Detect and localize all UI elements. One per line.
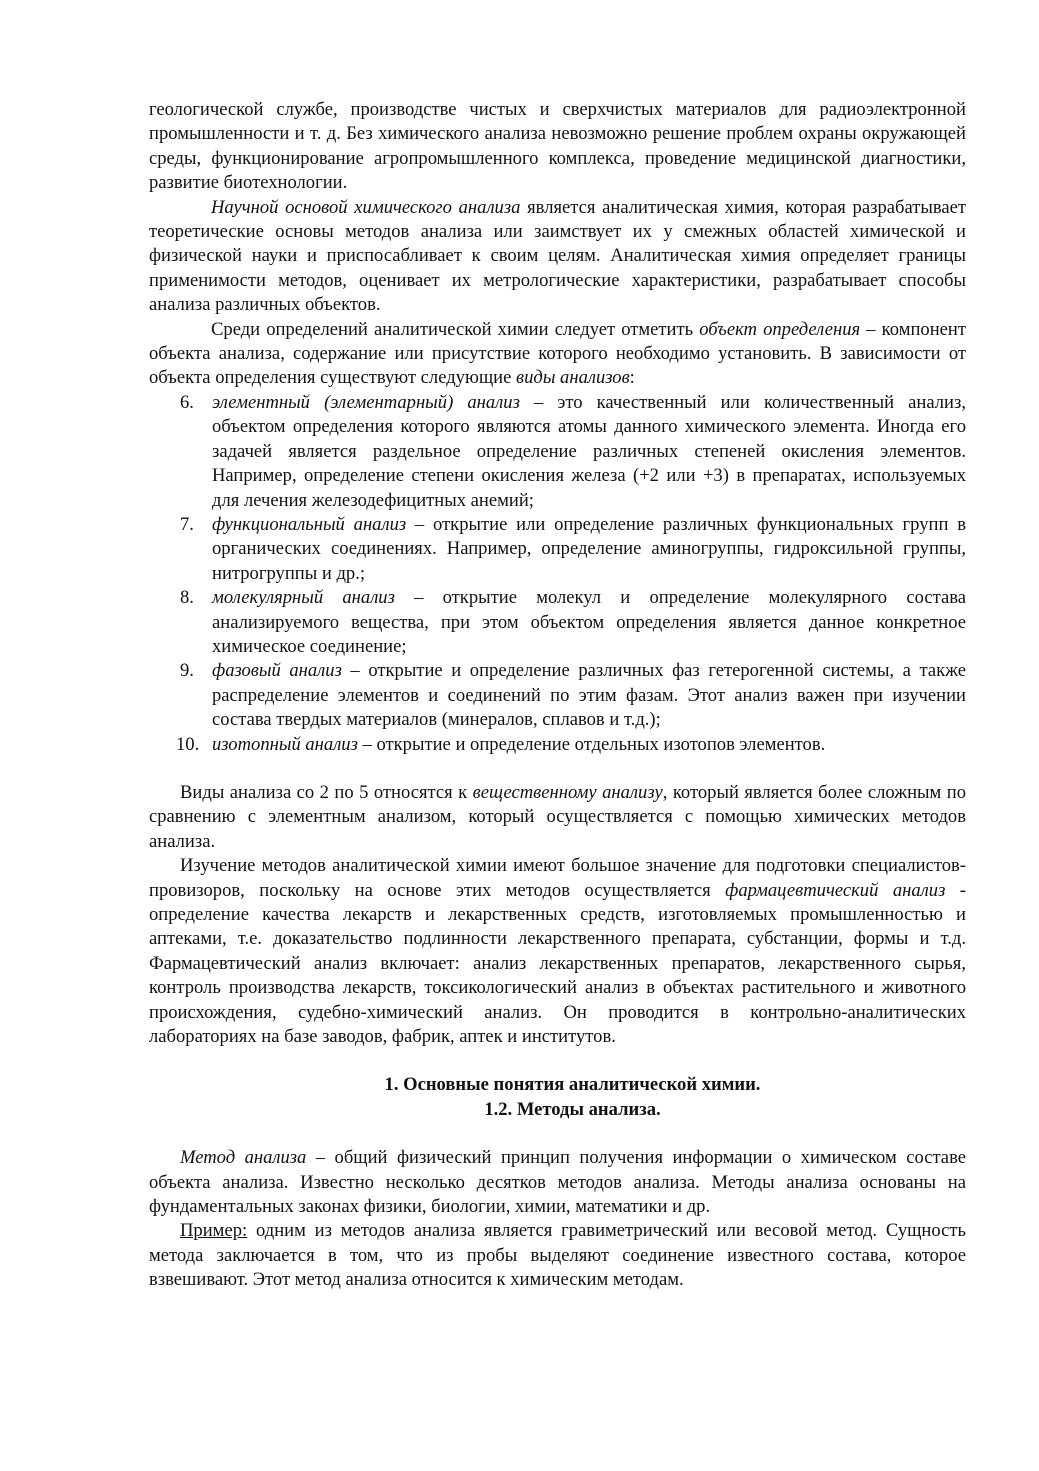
- paragraph-pharmaceutical-analysis: [149, 854, 966, 1049]
- paragraph-scientific-basis: [149, 196, 966, 318]
- list-item: [149, 733, 966, 757]
- list-text: – открытие и определение различных фаз гетерогенной системы, а также распределение элементов и соединений по этим фазам. Этот анализ важен при изучении состава твердых материалов (минералов, сплавов и т.д.);: [212, 660, 967, 731]
- paragraph-example: [149, 1219, 966, 1292]
- paragraph-substance-analysis: [149, 781, 966, 854]
- paragraph-text: , который является более сложным по сравнению с элементным анализом, который осуществляется с помощью химических методов анализа.: [149, 781, 967, 852]
- list-number: 9.: [180, 660, 194, 682]
- paragraph-text: является аналитическая химия, которая разрабатывает теоретические основы методов анализа или заимствует их у смежных областей химической и физической науки и приспосабливает к своим целям. Аналитическая химия определяет границы применимости методов, оценивает их метрологические характеристики, разрабатывает способы анализа различных объектов.: [149, 196, 967, 316]
- paragraph-text: Изучение методов аналитической химии имеют большое значение для подготовки специалистов-провизоров, поскольку на основе этих методов осуществляется: [149, 855, 966, 901]
- list-text: – открытие молекул и определение молекулярного состава анализируемого вещества, при этом объектом определения является данное конкретное химическое соединение;: [212, 587, 966, 657]
- list-number: 7.: [180, 513, 194, 535]
- list-number: 8.: [180, 587, 194, 609]
- list-text: – это качественный или количественный анализ, объектом определения которого являются атомы данного химического элемента. Иногда его задачей является раздельное определение различных степеней окисления элементов. Например, определение степени окисления железа (+2 или +3) в препаратах, используемых для лечения железодефицитных анемий;: [212, 391, 966, 511]
- spacer: [149, 757, 966, 781]
- paragraph-method-definition: [149, 1146, 966, 1219]
- list-text: – открытие или определение различных функциональных групп в органических соединениях. Например, определение аминогруппы, гидроксильной группы, нитрогруппы и др.;: [212, 513, 966, 584]
- emphasis-term: молекулярный анализ: [212, 587, 395, 609]
- emphasis-term: Научной основой химического анализа: [211, 196, 521, 218]
- emphasis-term: элементный (элементарный) анализ: [212, 391, 520, 413]
- list-number: 6.: [180, 391, 194, 413]
- emphasis-term: Метод анализа: [180, 1147, 307, 1169]
- emphasis-term: фазовый анализ: [212, 660, 342, 682]
- emphasis-term: вещественному анализу: [472, 781, 663, 803]
- emphasis-term: фармацевтический анализ: [725, 879, 946, 901]
- paragraph-object-definition: [149, 318, 966, 391]
- emphasis-term: объект определения: [699, 318, 861, 340]
- paragraph-text: – компонент объекта анализа, содержание или присутствие которого необходимо установить. В зависимости от объекта определения существуют следующие: [149, 318, 967, 389]
- spacer: [149, 1049, 966, 1073]
- list-item: [149, 513, 966, 586]
- subsection-heading: 1.2. Методы анализа.: [484, 1098, 661, 1120]
- list-number: 10.: [176, 733, 200, 755]
- paragraph-text: одним из методов анализа является гравиметрический или весовой метод. Сущность метода заключается в том, что из пробы выделяют соединение известного состава, которое взвешивают. Этот метод анализа относится к химическим методам.: [149, 1220, 966, 1291]
- paragraph-text: :: [629, 367, 635, 389]
- document-page: [149, 98, 966, 1293]
- paragraph-text: Виды анализа со 2 по 5 относятся к: [180, 781, 473, 803]
- list-text: – открытие и определение отдельных изотопов элементов.: [357, 733, 826, 755]
- paragraph-text: Среди определений аналитической химии следует отметить: [211, 318, 700, 340]
- list-item: [149, 391, 966, 513]
- paragraph-intro: геологической службе, производстве чистых и сверхчистых материалов для радиоэлектронной промышленности и т. д. Без химического анализа невозможно решение проблем охраны окружающей среды, функционирование агропромышленного комплекса, проведение медицинской диагностики, развитие биотехнологии.: [149, 99, 966, 194]
- section-heading: 1. Основные понятия аналитической химии.: [384, 1074, 761, 1096]
- spacer: [149, 1122, 966, 1146]
- paragraph-text: – общий физический принцип получения информации о химическом составе объекта анализа. Известно несколько десятков методов анализа. Методы анализа основаны на фундаментальных законах физики, биологии, химии, математики и др.: [149, 1147, 966, 1218]
- emphasis-term: функциональный анализ: [212, 513, 407, 535]
- emphasis-term: виды анализов: [516, 367, 630, 389]
- paragraph-text: - определение качества лекарств и лекарственных средств, изготовляемых промышленностью и аптеками, т.е. доказательство подлинности лекарственного препарата, субстанции, формы и т.д. Фармацевтический анализ включает: анализ лекарственных препаратов, лекарственного сырья, контроль производства лекарств, токсикологический анализ в объектах растительного и животного происхождения, судебно-химический анализ. Он проводится в контрольно-аналитических лабораториях на базе заводов, фабрик, аптек и институтов.: [149, 879, 966, 1048]
- emphasis-term: изотопный анализ: [212, 733, 358, 755]
- analysis-types-list: [149, 391, 966, 757]
- list-item: [149, 659, 966, 732]
- example-label: Пример:: [180, 1220, 248, 1242]
- list-item: [149, 586, 966, 659]
